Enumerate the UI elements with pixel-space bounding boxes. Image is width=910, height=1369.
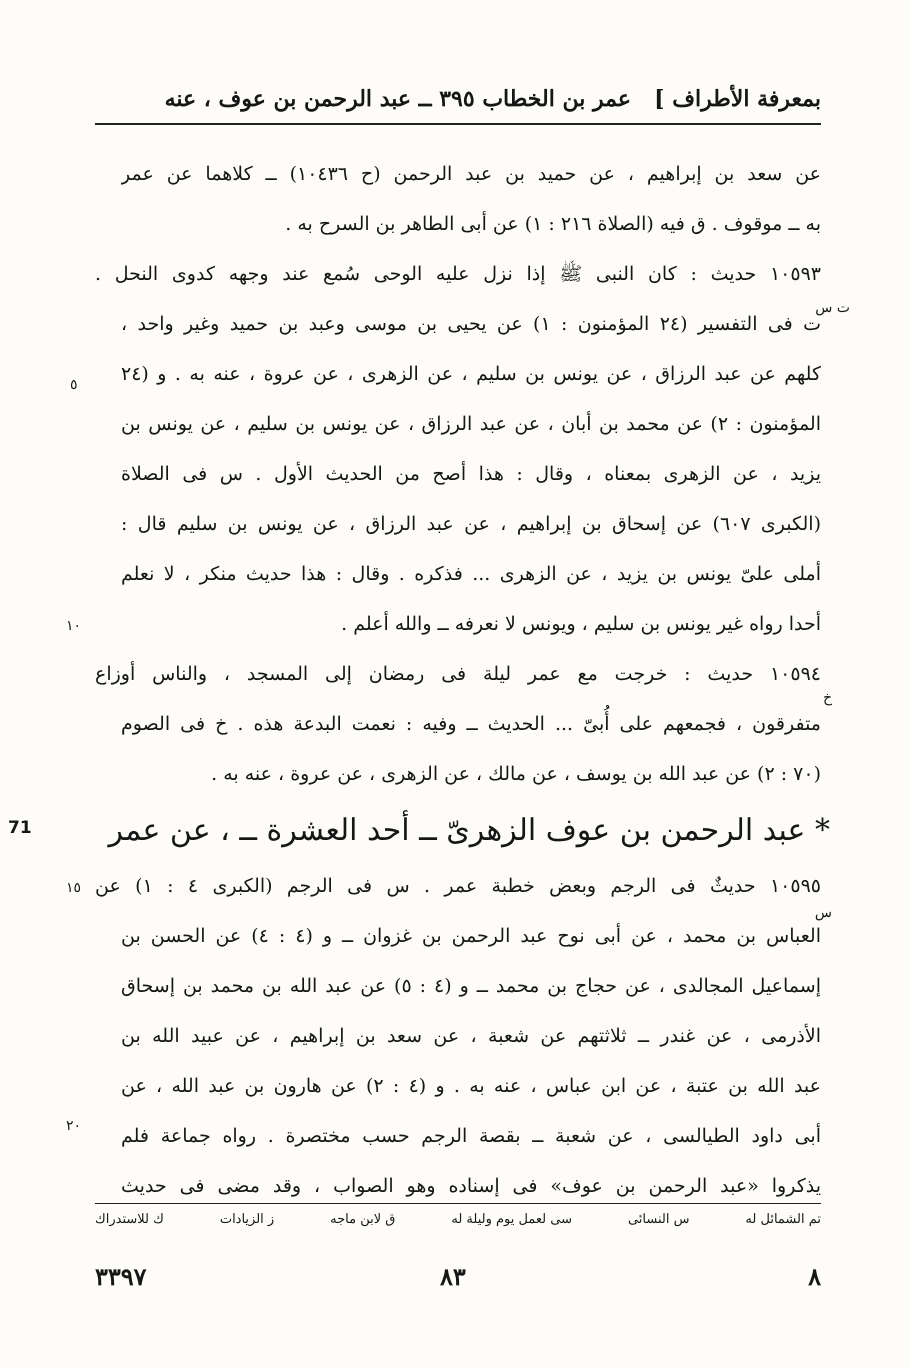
- footer-rule: [95, 1203, 821, 1204]
- line-number-20: ٢٠: [66, 1118, 82, 1134]
- line-text: ١٠٥٩٣ حديث : كان النبى ﷺ إذا نزل عليه الوحى سُمع عند وجهه كدوى النحل .: [95, 263, 821, 285]
- text-line: [95, 250, 821, 298]
- text-line: [121, 200, 821, 248]
- text-line: [121, 400, 821, 448]
- page-numbers: [95, 1262, 821, 1302]
- text-line: [121, 300, 821, 348]
- header-right: بمعرفة الأطراف ]: [654, 86, 821, 112]
- line-text: العباس بن محمد ، عن أبى نوح عبد الرحمن بن غزوان ــ و (٤ : ٤) عن الحسن بن: [121, 925, 821, 947]
- abbreviation-footer: [95, 1212, 821, 1227]
- footer-abbreviation: س النسائى: [627, 1212, 690, 1227]
- section-title: عبد الرحمن بن عوف الزهرىّ ــ أحد العشرة ــ ، عن عمر: [108, 813, 806, 848]
- text-line: [121, 700, 821, 748]
- footer-abbreviation: تم الشمائل له: [745, 1212, 821, 1227]
- line-text: إسماعيل المجالدى ، عن حجاج بن محمد ــ و (٤ : ٥) عن عبد الله بن محمد بن إسحاق: [121, 975, 821, 997]
- text-line: [121, 1062, 821, 1110]
- margin-note-ts: ت س: [815, 300, 850, 316]
- page-number-middle: ٨٣: [440, 1262, 466, 1291]
- line-number-15: ١٥: [66, 880, 82, 896]
- section-star: *: [815, 813, 830, 848]
- text-line: [121, 962, 821, 1010]
- text-line: [121, 1112, 821, 1160]
- header-middle: عمر بن الخطاب ٣٩٥ ــ عبد الرحمن بن عوف ، عنه: [164, 86, 631, 112]
- line-text: يزيد ، عن الزهرى بمعناه ، وقال : هذا أصح من الحديث الأول . س فى الصلاة: [121, 463, 821, 485]
- line-number-10: ١٠: [66, 618, 82, 634]
- text-line: [121, 1012, 821, 1060]
- footer-abbreviation: ق لابن ماجه: [330, 1212, 396, 1227]
- line-text: (الكبرى ٦٠٧) عن إسحاق بن إبراهيم ، عن عبد الرزاق ، عن يونس بن سليم قال :: [121, 513, 821, 535]
- line-text: عبد الله بن عتبة ، عن ابن عباس ، عنه به . و (٤ : ٢) عن هارون بن عبد الله ، عن: [121, 1075, 821, 1097]
- page-number-right: ٨: [808, 1262, 821, 1291]
- margin-note-s: س: [814, 905, 832, 921]
- line-text: به ــ موقوف . ق فيه (الصلاة ٢١٦ : ١) عن أبى الطاهر بن السرح به .: [285, 213, 821, 235]
- margin-note-kh: خ: [822, 690, 832, 706]
- text-line: [121, 600, 821, 648]
- section-number: 71: [8, 818, 32, 838]
- line-text: أبى داود الطيالسى ، عن شعبة ــ بقصة الرجم حسب مختصرة . رواه جماعة فلم: [121, 1125, 821, 1147]
- line-text: المؤمنون : ٢) عن محمد بن أبان ، عن عبد الرزاق ، عن يونس بن سليم ، عن يونس بن: [121, 413, 821, 435]
- line-number-5: ٥: [70, 377, 78, 393]
- line-text: (٧٠ : ٢) عن عبد الله بن يوسف ، عن مالك ، عن الزهرى ، عن عروة ، عنه به .: [211, 763, 821, 785]
- line-text: ١٠٥٩٥ حديثٌ فى الرجم وبعض خطبة عمر . س فى الرجم (الكبرى ٤ : ١) عن: [95, 875, 821, 897]
- line-text: كلهم عن عبد الرزاق ، عن يونس بن سليم ، عن الزهرى ، عن عروة ، عنه به . و (٢٤: [121, 363, 821, 385]
- header-rule: [95, 123, 821, 125]
- text-line: [121, 150, 821, 198]
- text-line: [95, 862, 821, 910]
- running-header: [95, 82, 821, 122]
- footer-abbreviation: ك للاستدراك: [95, 1212, 164, 1227]
- line-text: ت فى التفسير (٢٤ المؤمنون : ١) عن يحيى بن موسى وعبد بن حميد وغير واحد ،: [121, 313, 821, 335]
- line-text: متفرقون ، فجمعهم على أُبىّ ... الحديث ــ وفيه : نعمت البدعة هذه . خ فى الصوم: [121, 713, 821, 735]
- page-number-left: ٣٣٩٧: [95, 1262, 147, 1291]
- line-text: أملى علىّ يونس بن يزيد ، عن الزهرى ... فذكره . وقال : هذا حديث منكر ، لا نعلم: [121, 563, 821, 585]
- footer-abbreviation: سى لعمل يوم وليلة له: [451, 1212, 572, 1227]
- text-line: [121, 350, 821, 398]
- text-line: [121, 550, 821, 598]
- section-heading: [108, 813, 830, 848]
- footer-abbreviation: ز الزيادات: [219, 1212, 275, 1227]
- line-text: الأذرمى ، عن غندر ــ ثلاثتهم عن شعبة ، عن سعد بن إبراهيم ، عن عبيد الله بن: [121, 1025, 821, 1047]
- line-text: أحدا رواه غير يونس بن سليم ، ويونس لا نعرفه ــ والله أعلم .: [341, 613, 821, 635]
- text-line: [95, 650, 821, 698]
- line-text: يذكروا «عبد الرحمن بن عوف» فى إسناده وهو الصواب ، وقد مضى فى حديث: [121, 1175, 821, 1197]
- text-line: [121, 912, 821, 960]
- text-line: [121, 750, 821, 798]
- text-line: [121, 500, 821, 548]
- text-line: [121, 450, 821, 498]
- line-text: ١٠٥٩٤ حديث : خرجت مع عمر ليلة فى رمضان إلى المسجد ، والناس أوزاع: [95, 663, 821, 685]
- line-text: عن سعد بن إبراهيم ، عن حميد بن عبد الرحمن (ح ١٠٤٣٦) ــ كلاهما عن عمر: [121, 163, 821, 185]
